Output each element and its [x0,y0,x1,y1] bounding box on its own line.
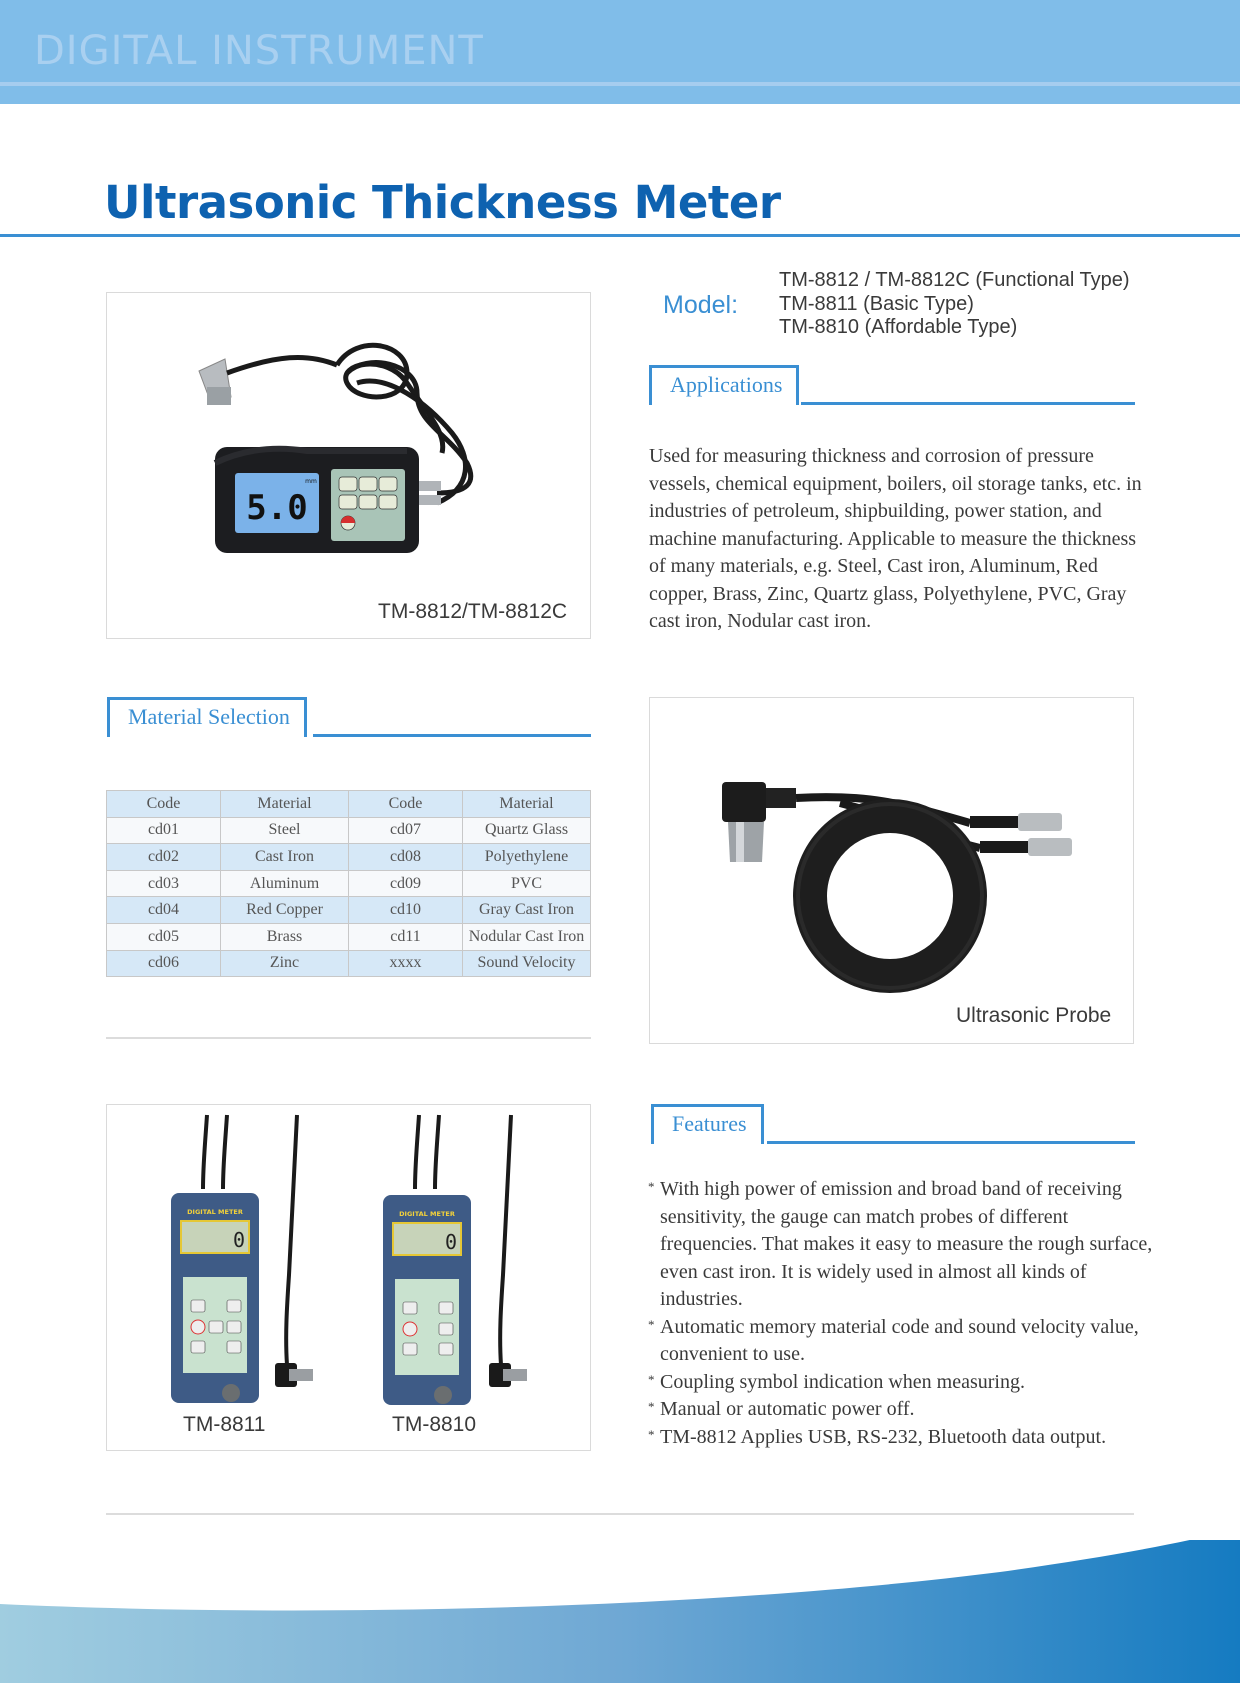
bullet-asterisk: * [648,1426,655,1442]
applications-heading [649,365,1135,405]
bullet-asterisk: * [648,1179,655,1194]
model-item: TM-8811 (Basic Type) [779,292,974,315]
main-device-image [106,292,591,639]
table-cell: cd11 [349,923,463,950]
table-cell: cd02 [107,844,221,871]
table-cell: Brass [221,923,349,950]
table-cell: Quartz Glass [463,817,591,844]
table-cell: Sound Velocity [463,950,591,977]
table-cell: cd09 [349,870,463,897]
column-header: Code [349,791,463,818]
brand-text: DIGITAL INSTRUMENT [34,28,484,74]
title-rule [0,234,1240,237]
feature-item: * Coupling symbol indication when measuring. [648,1369,1158,1397]
column-header: Code [107,791,221,818]
header-band [0,0,1240,104]
basic-meters-illustration [107,1105,592,1452]
tm-8811-caption: TM-8811 [183,1413,266,1436]
material-table [106,790,591,977]
svg-text:0: 0 [232,1228,246,1252]
section-divider [106,1037,591,1039]
main-device-caption: TM-8812/TM-8812C [378,600,568,623]
table-cell: cd07 [349,817,463,844]
table-row [107,844,591,871]
material-selection-rule [313,734,591,737]
probe-caption: Ultrasonic Probe [956,1004,1112,1027]
svg-text:5.0: 5.0 [246,488,308,528]
table-row [107,870,591,897]
page-title: Ultrasonic Thickness Meter [104,176,781,229]
column-header: Material [221,791,349,818]
bottom-divider [106,1513,1134,1515]
table-cell: Polyethylene [463,844,591,871]
table-cell: cd03 [107,870,221,897]
model-label: Model: [663,291,739,319]
table-cell: Red Copper [221,897,349,924]
features-tab: Features [651,1104,764,1144]
applications-tab: Applications [649,365,799,405]
bullet-asterisk: * [648,1399,655,1414]
tm-8810-device [383,1115,527,1405]
model-item: TM-8810 (Affordable Type) [779,316,1018,338]
material-selection-tab: Material Selection [107,697,307,737]
table-row [107,923,591,950]
bullet-asterisk: * [648,1371,655,1387]
features-rule [767,1141,1135,1144]
probe-image [649,697,1134,1044]
feature-item: * TM-8812 Applies USB, RS-232, Bluetooth data output. [648,1424,1158,1452]
feature-item: * Automatic memory material code and sound velocity value, convenient to use. [648,1314,1158,1369]
feature-item: * With high power of emission and broad band of receiving sensitivity, the gauge can match probes of different frequencies. That makes it easy to measure the rough surface, even cast iron. It is widely used in almost all kinds of industries. [648,1176,1158,1314]
features-list [648,1176,1158,1451]
feature-item: * Manual or automatic power off. [648,1396,1158,1424]
table-cell: cd08 [349,844,463,871]
material-selection-heading [107,697,591,737]
basic-models-image [106,1104,591,1451]
tm-8810-caption: TM-8810 [392,1413,477,1436]
table-cell: Gray Cast Iron [463,897,591,924]
svg-text:mm: mm [305,478,317,485]
table-cell: cd10 [349,897,463,924]
ultrasonic-probe-illustration [650,698,1135,1045]
table-header-row [107,791,591,818]
table-cell: cd05 [107,923,221,950]
column-header: Material [463,791,591,818]
svg-text:DIGITAL METER: DIGITAL METER [399,1210,455,1218]
applications-text: Used for measuring thickness and corrosion of pressure vessels, chemical equipment, boilers, oil storage tanks, etc. in industries of petroleum, shipbuilding, power station, and machine manufacturing. Applicable to measure the thickness of many materials, e.g. Steel, Cast iron, Aluminum, Red copper, Brass, Zinc, Quartz glass, Polyethylene, PVC, Gray cast iron, Nodular cast iron. [649,445,1142,632]
table-row [107,897,591,924]
table-cell: Cast Iron [221,844,349,871]
table-row [107,950,591,977]
table-row [107,817,591,844]
header-rule [0,82,1240,86]
table-cell: Aluminum [221,870,349,897]
applications-rule [801,402,1135,405]
table-cell: Zinc [221,950,349,977]
features-heading [651,1104,1135,1144]
thickness-meter-illustration [107,293,592,640]
svg-text:0: 0 [444,1230,458,1254]
table-cell: cd04 [107,897,221,924]
table-cell: Nodular Cast Iron [463,923,591,950]
table-cell: cd06 [107,950,221,977]
footer-wave-decoration [0,1540,1240,1683]
table-cell: cd01 [107,817,221,844]
model-item: TM-8812 / TM-8812C (Functional Type) [779,269,1130,291]
table-cell: PVC [463,870,591,897]
bullet-asterisk: * [648,1316,655,1332]
table-cell: Steel [221,817,349,844]
svg-text:DIGITAL METER: DIGITAL METER [187,1208,243,1216]
tm-8811-device [171,1115,313,1403]
table-cell: xxxx [349,950,463,977]
model-list [779,269,1130,340]
